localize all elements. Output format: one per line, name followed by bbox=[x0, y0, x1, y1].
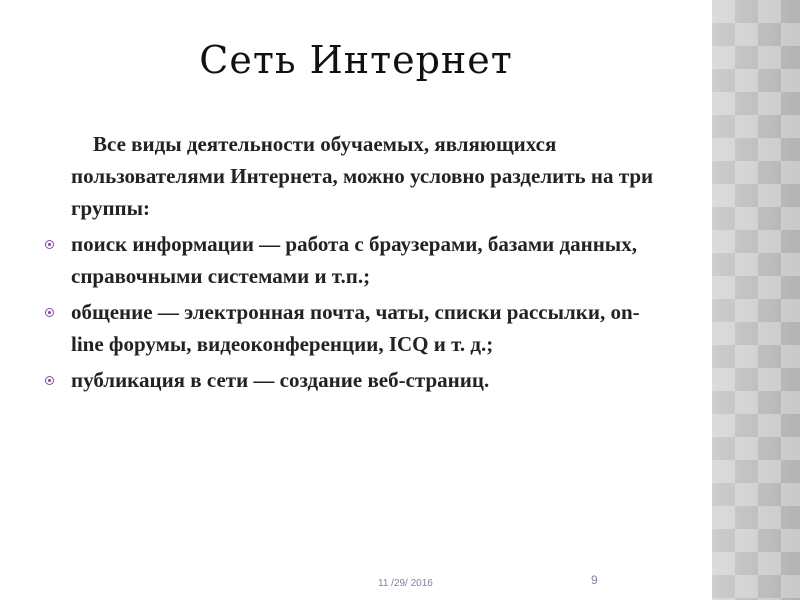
bullet-text: публикация в сети — создание веб-страниц. bbox=[71, 368, 490, 392]
page-number: 9 bbox=[591, 573, 598, 587]
footer-date: 11 /29/ 2016 bbox=[378, 578, 433, 589]
list-item bbox=[45, 228, 665, 292]
slide-title: Сеть Интернет bbox=[199, 38, 513, 82]
side-pattern-decoration bbox=[712, 0, 800, 600]
slide-content bbox=[45, 128, 665, 400]
list-item bbox=[45, 296, 665, 360]
bullet-text: общение — электронная почта, чаты, списки рассылки, on-line форумы, видеоконференции, ICQ и т. д.; bbox=[71, 300, 640, 356]
bullet-text: поиск информации — работа с браузерами, базами данных, справочными системами и т.п.; bbox=[71, 232, 637, 288]
intro-paragraph: Все виды деятельности обучаемых, являющихся пользователями Интернета, можно условно разделить на три группы: bbox=[71, 132, 654, 220]
bullet-icon bbox=[45, 376, 54, 385]
bullet-icon bbox=[45, 308, 54, 317]
list-item bbox=[45, 364, 665, 396]
bullet-list bbox=[45, 228, 665, 396]
bullet-icon bbox=[45, 240, 54, 249]
